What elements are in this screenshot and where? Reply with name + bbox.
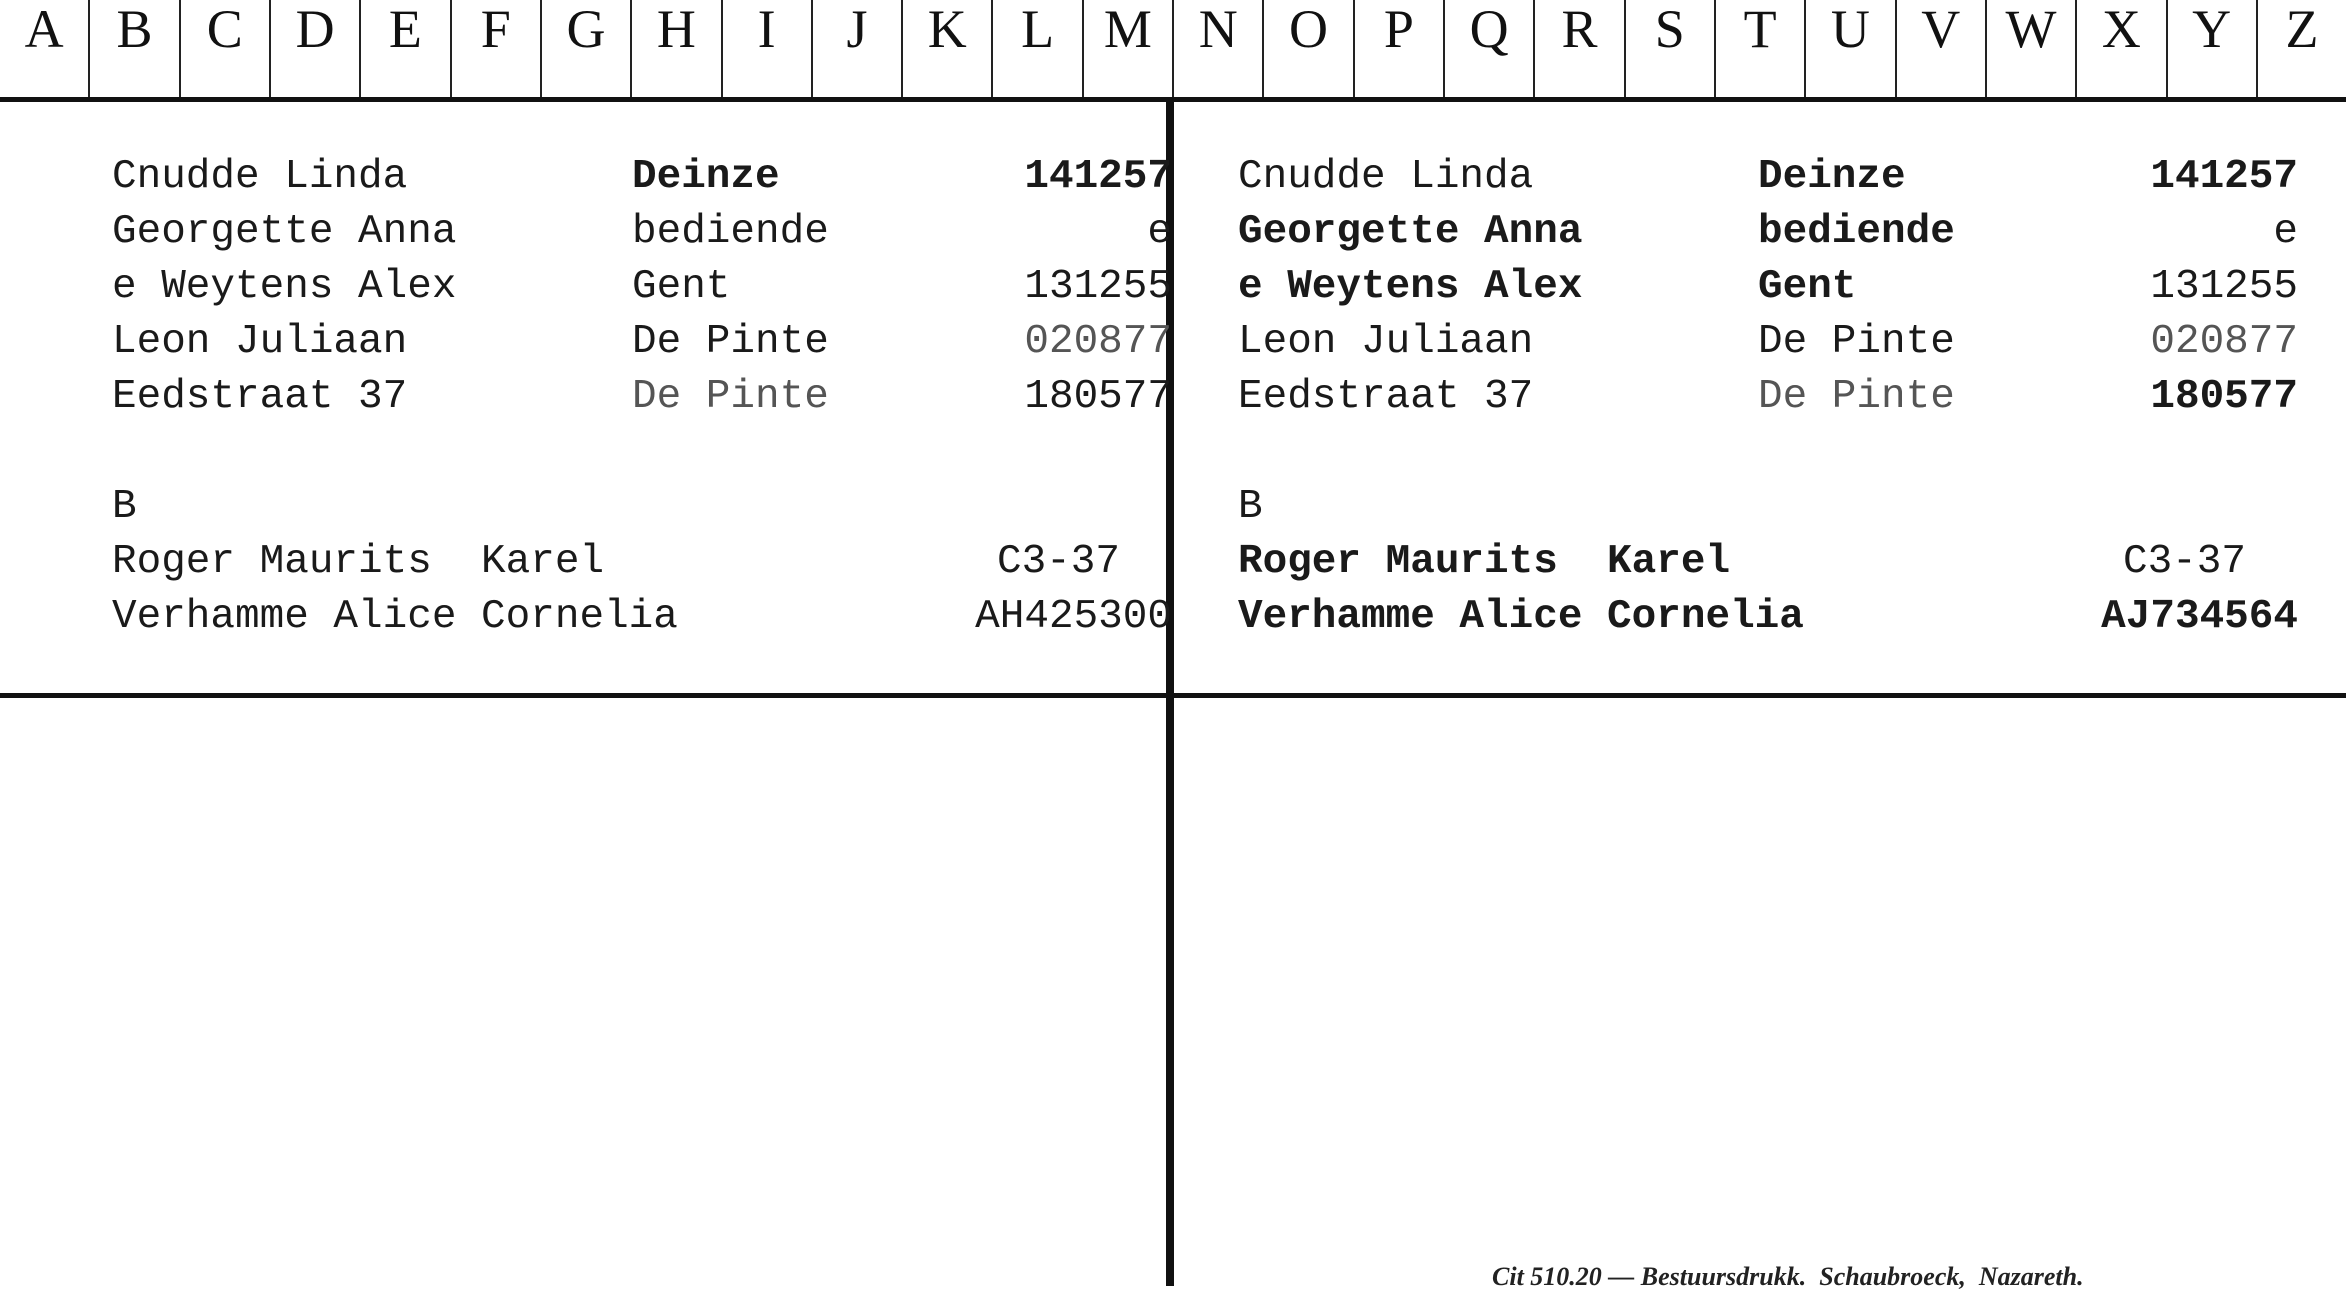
record-line — [1238, 370, 2298, 425]
date-text: 141257 — [2150, 154, 2298, 200]
name-text: Roger Maurits Karel — [112, 539, 605, 585]
place-text: Deinze — [632, 154, 780, 200]
alpha-letter: M — [1082, 0, 1172, 97]
alpha-letter: Z — [2256, 0, 2346, 97]
alpha-letter: H — [630, 0, 720, 97]
name-text: Cnudde Linda — [1238, 154, 1534, 200]
date-text: 141257 — [1024, 154, 1172, 200]
alpha-letter: V — [1895, 0, 1985, 97]
alpha-letter: X — [2075, 0, 2165, 97]
alpha-letter: G — [540, 0, 630, 97]
name-text: Leon Juliaan — [112, 319, 408, 365]
alpha-letter: F — [450, 0, 540, 97]
record-line — [1238, 535, 2298, 590]
alpha-letter: O — [1262, 0, 1352, 97]
place-text: De Pinte — [1758, 374, 1955, 420]
record-line — [112, 535, 1172, 590]
record-line — [1238, 315, 2298, 370]
alpha-letter: E — [359, 0, 449, 97]
place-text: De Pinte — [632, 319, 829, 365]
record-line — [1238, 480, 2298, 535]
alpha-letter: C — [179, 0, 269, 97]
alpha-letter: Y — [2166, 0, 2256, 97]
date-text: 020877 — [2150, 319, 2298, 365]
status-text: e — [2273, 209, 2298, 255]
record-line — [112, 150, 1172, 205]
id-number-text: AJ734564 — [2101, 594, 2298, 640]
alpha-letter: K — [901, 0, 991, 97]
name-text: Leon Juliaan — [1238, 319, 1534, 365]
alpha-letter: L — [991, 0, 1081, 97]
date-text: 180577 — [2150, 374, 2298, 420]
alpha-letter: T — [1714, 0, 1804, 97]
date-text: 131255 — [1024, 264, 1172, 310]
alpha-letter: D — [269, 0, 359, 97]
alpha-letter: R — [1533, 0, 1623, 97]
alpha-letter: J — [811, 0, 901, 97]
alpha-letter: N — [1172, 0, 1262, 97]
code-text: C3-37 — [2122, 539, 2246, 585]
address-text: Eedstraat 37 — [112, 374, 408, 420]
record-line — [1238, 150, 2298, 205]
record-line — [112, 480, 1172, 535]
alpha-letter: B — [88, 0, 178, 97]
date-text: 180577 — [1024, 374, 1172, 420]
place-text: Gent — [1758, 264, 1857, 310]
section-letter: B — [1238, 484, 1263, 530]
date-text: 020877 — [1024, 319, 1172, 365]
horizontal-divider — [0, 693, 2346, 698]
date-text: 131255 — [2150, 264, 2298, 310]
occupation-text: bediende — [1758, 209, 1955, 255]
address-text: Eedstraat 37 — [1238, 374, 1534, 420]
record-line — [1238, 260, 2298, 315]
record-line — [1238, 205, 2298, 260]
alphabet-index — [0, 0, 2346, 102]
spouse-text: e Weytens Alex — [1238, 264, 1583, 310]
record-line — [112, 590, 1172, 645]
name-text: Verhamme Alice Cornelia — [1238, 594, 1804, 640]
alpha-letter: I — [721, 0, 811, 97]
printer-imprint: Cit 510.20 — Bestuursdrukk. Schaubroeck, Nazareth. — [1492, 1262, 2084, 1291]
alpha-letter: S — [1624, 0, 1714, 97]
place-text: Gent — [632, 264, 731, 310]
record-line — [1238, 590, 2298, 645]
name-text: Roger Maurits Karel — [1238, 539, 1731, 585]
spouse-text: e Weytens Alex — [112, 264, 457, 310]
record-line — [112, 370, 1172, 425]
right-record — [1238, 150, 2298, 645]
place-text: De Pinte — [632, 374, 829, 420]
record-line — [112, 260, 1172, 315]
name-text: Cnudde Linda — [112, 154, 408, 200]
left-record — [112, 150, 1172, 645]
status-text: e — [1147, 209, 1172, 255]
record-line — [112, 315, 1172, 370]
alpha-letter: A — [24, 0, 64, 59]
occupation-text: bediende — [632, 209, 829, 255]
record-line — [112, 205, 1172, 260]
alpha-letter: W — [1985, 0, 2075, 97]
place-text: De Pinte — [1758, 319, 1955, 365]
name-text: Verhamme Alice Cornelia — [112, 594, 678, 640]
section-letter: B — [112, 484, 137, 530]
name-text: Georgette Anna — [1238, 209, 1583, 255]
place-text: Deinze — [1758, 154, 1906, 200]
alpha-letter: P — [1353, 0, 1443, 97]
code-text: C3-37 — [996, 539, 1120, 585]
alpha-letter: U — [1804, 0, 1894, 97]
alpha-letter: Q — [1443, 0, 1533, 97]
name-text: Georgette Anna — [112, 209, 457, 255]
id-number-text: AH425300 — [975, 594, 1172, 640]
